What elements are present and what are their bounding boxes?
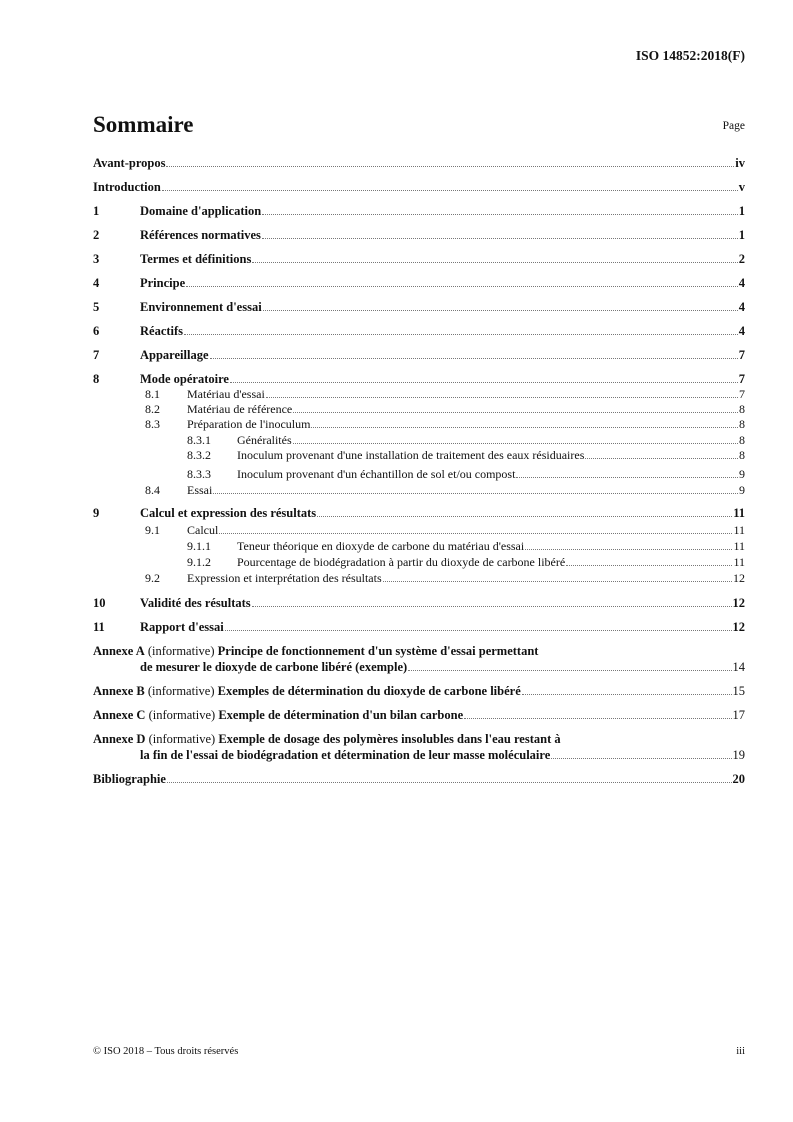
annex-label: Annexe A	[93, 644, 145, 658]
toc-entry-title: Généralités	[237, 433, 292, 447]
annex-title: Exemple de détermination d'un bilan carbone	[218, 708, 464, 722]
toc-entry-number: 9.1.1	[187, 539, 211, 553]
toc-entry-title: Calcul	[187, 523, 219, 537]
toc-entry-page: 1	[738, 228, 745, 242]
bibliography-title: Bibliographie	[93, 772, 166, 786]
toc-entry-number: 8.3.3	[187, 467, 211, 481]
toc-entry-number: 5	[93, 300, 100, 314]
toc-entry-title: Validité des résultats	[140, 596, 251, 610]
annex-page: 15	[732, 684, 745, 698]
annex-label: Annexe B	[93, 684, 145, 698]
toc-entry[interactable]	[93, 252, 745, 267]
dot-leader	[186, 276, 738, 287]
toc-entry-number: 2	[93, 228, 100, 242]
annex-page: 19	[732, 748, 745, 762]
annex-title-line2: la fin de l'essai de biodégradation et détermination de leur masse moléculaire	[140, 748, 551, 762]
dot-leader	[167, 772, 732, 783]
page-column-label: Page	[722, 120, 745, 132]
dot-leader	[263, 300, 738, 311]
toc-entry-title: Préparation de l'inoculum	[187, 417, 311, 431]
toc-entry-title: Matériau d'essai	[187, 387, 265, 401]
dot-leader	[166, 156, 734, 167]
toc-entry[interactable]	[93, 348, 745, 363]
toc-entry-page: 4	[738, 300, 745, 314]
toc-entry-number: 8.2	[145, 402, 160, 416]
annex-title: Exemples de détermination du dioxyde de carbone libéré	[217, 684, 521, 698]
toc-entry[interactable]	[93, 387, 745, 402]
annex-heading	[93, 708, 463, 723]
toc-annex-entry[interactable]	[140, 748, 745, 763]
toc-annex-entry[interactable]	[140, 660, 745, 675]
toc-entry[interactable]	[93, 571, 745, 586]
dot-leader	[464, 708, 731, 719]
toc-entry[interactable]	[93, 555, 745, 570]
toc-entry[interactable]	[93, 523, 745, 538]
annex-title-line1: Principe de fonctionnement d'un système d'essai permettant	[217, 644, 539, 658]
annex-heading	[93, 684, 521, 699]
dot-leader	[225, 620, 732, 631]
toc-entry-title: Appareillage	[140, 348, 209, 362]
toc-entry-page: 8	[739, 402, 745, 416]
toc-entry-number: 8.1	[145, 387, 160, 401]
toc-entry-title: Références normatives	[140, 228, 261, 242]
toc-entry-page: 8	[739, 433, 745, 447]
toc-annex-heading[interactable]	[93, 732, 561, 747]
annex-title-line2: de mesurer le dioxyde de carbone libéré (exemple)	[140, 660, 408, 674]
toc-entry-number: 8.3.2	[187, 448, 211, 462]
annex-type: (informative)	[147, 644, 215, 658]
dot-leader	[516, 467, 738, 478]
toc-entry-page: 7	[738, 348, 745, 362]
toc-entry-page: 7	[738, 372, 745, 386]
toc-entry-title: Inoculum provenant d'un échantillon de sol et/ou compost	[237, 467, 516, 481]
toc-entry-page: 11	[733, 555, 745, 569]
page-title: Sommaire	[93, 112, 194, 137]
dot-leader	[311, 417, 738, 428]
annex-label: Annexe C	[93, 708, 146, 722]
toc-entry[interactable]	[93, 276, 745, 291]
dot-leader	[262, 228, 738, 239]
dot-leader	[293, 402, 738, 413]
dot-leader	[525, 539, 732, 550]
toc-entry-number: 6	[93, 324, 100, 338]
dot-leader	[551, 748, 731, 759]
toc-entry-page: 4	[738, 276, 745, 290]
toc-entry-page: 2	[738, 252, 745, 266]
toc-entry-page: 11	[733, 523, 745, 537]
toc-entry[interactable]	[93, 417, 745, 432]
toc-entry-number: 9	[93, 506, 100, 520]
toc-entry-number: 9.1	[145, 523, 160, 537]
dot-leader	[162, 180, 738, 191]
toc-entry-title: Mode opératoire	[140, 372, 229, 386]
toc-entry[interactable]	[93, 204, 745, 219]
toc-entry-title: Rapport d'essai	[140, 620, 224, 634]
annex-page: 17	[732, 708, 745, 722]
annex-type: (informative)	[148, 732, 216, 746]
toc-entry-number: 7	[93, 348, 100, 362]
toc-entry-page: 7	[739, 387, 745, 401]
toc-entry-number: 4	[93, 276, 100, 290]
dot-leader	[585, 448, 738, 459]
toc-entry-number: 3	[93, 252, 100, 266]
toc-entry-title: Matériau de référence	[187, 402, 293, 416]
toc-entry-number: 1	[93, 204, 100, 218]
toc-entry-title: Expression et interprétation des résultats	[187, 571, 382, 585]
toc-entry-page: 1	[738, 204, 745, 218]
dot-leader	[252, 252, 737, 263]
dot-leader	[210, 348, 738, 359]
annex-type: (informative)	[147, 684, 215, 698]
toc-entry[interactable]	[93, 483, 745, 498]
toc-entry-number: 10	[93, 596, 106, 610]
toc-entry-number: 8.3	[145, 417, 160, 431]
toc-bibliography[interactable]	[93, 772, 745, 787]
toc-entry-page: v	[738, 180, 745, 194]
toc-entry[interactable]	[93, 324, 745, 339]
dot-leader	[213, 483, 738, 494]
toc-entry-title: Réactifs	[140, 324, 184, 338]
annex-title-line1: Exemple de dosage des polymères insolubles dans l'eau restant à	[218, 732, 561, 746]
dot-leader	[230, 372, 738, 383]
toc-entry-number: 8.4	[145, 483, 160, 497]
toc-entry[interactable]	[93, 467, 745, 482]
annex-type: (informative)	[148, 708, 216, 722]
toc-entry[interactable]	[93, 506, 745, 521]
toc-entry[interactable]	[93, 228, 745, 243]
toc-entry-page: 8	[739, 417, 745, 431]
toc-entry-page: 9	[739, 483, 745, 497]
toc-entry-number: 9.1.2	[187, 555, 211, 569]
toc-entry-title: Domaine d'application	[140, 204, 262, 218]
annex-label: Annexe D	[93, 732, 146, 746]
toc-entry-title: Essai	[187, 483, 213, 497]
toc-entry-title: Principe	[140, 276, 186, 290]
dot-leader	[184, 324, 738, 335]
toc-entry[interactable]	[93, 596, 745, 611]
toc-entry-title: Inoculum provenant d'une installation de traitement des eaux résiduaires	[237, 448, 585, 462]
dot-leader	[252, 596, 732, 607]
footer-copyright: © ISO 2018 – Tous droits réservés	[93, 1046, 239, 1057]
dot-leader	[383, 571, 732, 582]
toc-entry-title: Avant-propos	[93, 156, 166, 170]
toc-entry-page: 9	[739, 467, 745, 481]
toc-entry[interactable]	[93, 433, 745, 448]
dot-leader	[219, 523, 732, 534]
annex-page: 14	[732, 660, 745, 674]
toc-entry-page: 12	[733, 571, 745, 585]
toc-entry-number: 8.3.1	[187, 433, 211, 447]
toc-entry-title: Termes et définitions	[140, 252, 252, 266]
toc-entry[interactable]	[93, 448, 745, 463]
toc-entry[interactable]	[93, 180, 745, 195]
dot-leader	[262, 204, 738, 215]
toc-entry-page: 12	[732, 620, 745, 634]
toc-annex-entry[interactable]	[93, 684, 745, 699]
toc-entry-page: 12	[732, 596, 745, 610]
toc-entry-number: 8	[93, 372, 100, 386]
toc-entry-title: Teneur théorique en dioxyde de carbone du matériau d'essai	[237, 539, 525, 553]
dot-leader	[566, 555, 732, 566]
toc-entry-page: iv	[735, 156, 745, 170]
dot-leader	[317, 506, 732, 517]
toc-entry[interactable]	[93, 620, 745, 635]
dot-leader	[408, 660, 731, 671]
toc-entry-title: Calcul et expression des résultats	[140, 506, 317, 520]
toc-annex-heading[interactable]	[93, 644, 538, 659]
toc-entry-number: 11	[93, 620, 105, 634]
toc-entry-number: 9.2	[145, 571, 160, 585]
toc-entry-title: Introduction	[93, 180, 161, 194]
toc-entry[interactable]	[93, 156, 745, 171]
toc-entry[interactable]	[93, 539, 745, 554]
toc-entry-page: 11	[733, 506, 745, 520]
toc-entry-page: 4	[738, 324, 745, 338]
footer-page-number: iii	[736, 1046, 745, 1057]
bibliography-page: 20	[732, 772, 745, 786]
dot-leader	[293, 433, 738, 444]
toc-entry-title: Environnement d'essai	[140, 300, 262, 314]
document-id: ISO 14852:2018(F)	[635, 48, 745, 63]
dot-leader	[522, 684, 732, 695]
toc-annex-entry[interactable]	[93, 708, 745, 723]
toc-entry[interactable]	[93, 300, 745, 315]
dot-leader	[266, 387, 738, 398]
toc-entry-title: Pourcentage de biodégradation à partir du dioxyde de carbone libéré	[237, 555, 566, 569]
toc-entry-page: 8	[739, 448, 745, 462]
toc-entry[interactable]	[93, 402, 745, 417]
toc-entry[interactable]	[93, 372, 745, 387]
toc-entry-page: 11	[733, 539, 745, 553]
